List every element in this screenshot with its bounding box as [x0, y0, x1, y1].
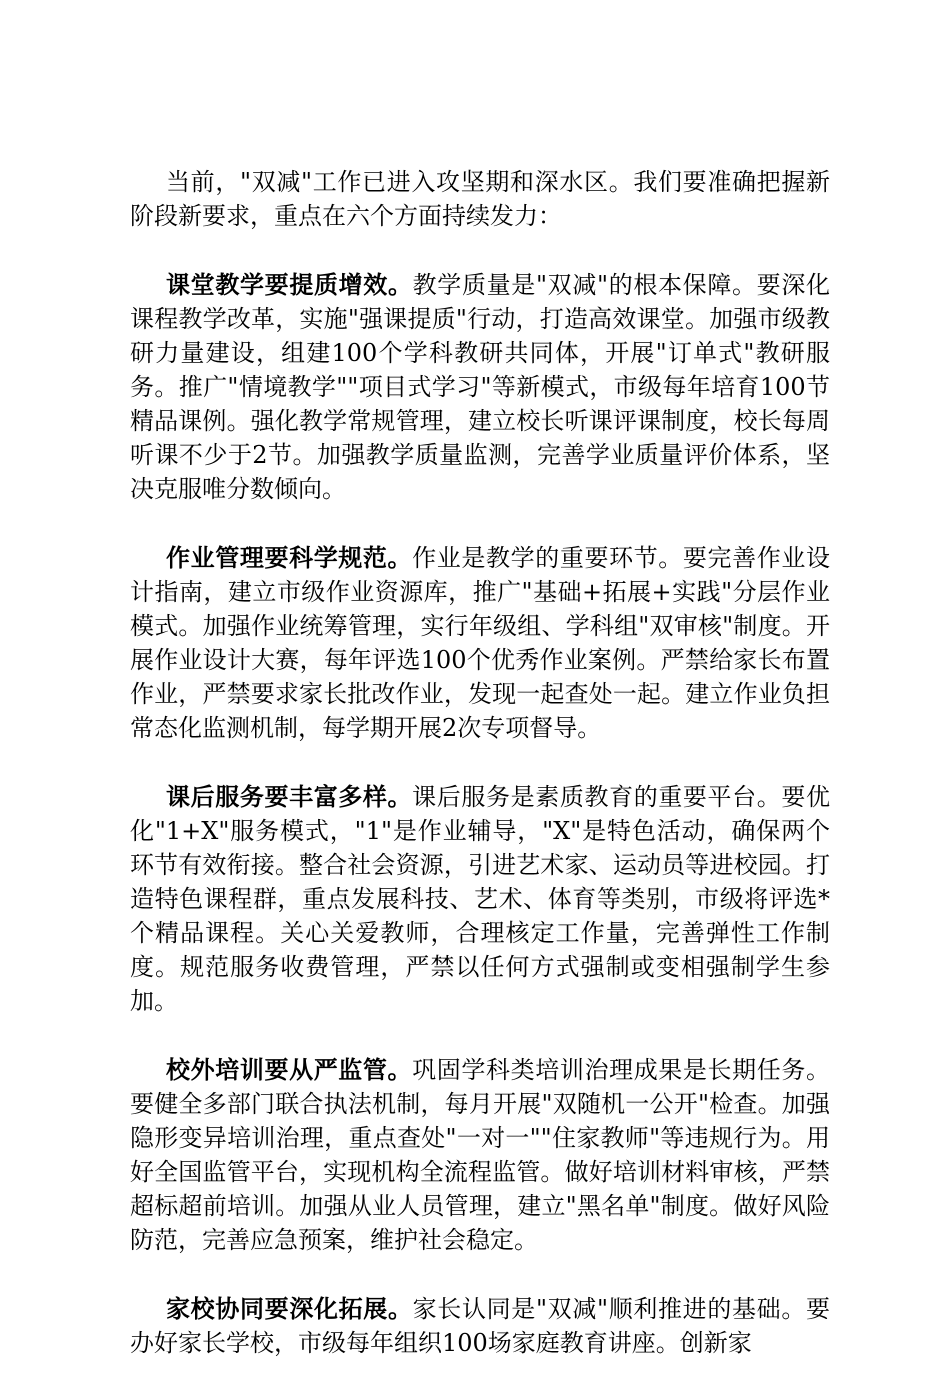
paragraph-text: 教学质量是"双减"的根本保障。要深化课程教学改革，实施"强课提质"行动，打造高效课堂。加强市级教研力量建设，组建100个学科教研共同体，开展"订单式"教研服务。推广"情境教学""项目式学习"等新模式，市级每年培育100节精品课例。强化教学常规管理，建立校长听课评课制度，校长每周听课不少于2节。加强教学质量监测，完善学业质量评价体系，坚决克服唯分数倾向。 — [130, 271, 831, 503]
paragraph-text: 家长认同是"双减"顺利推进的基础。要办好家长学校，市级每年组织100场家庭教育讲座。创新家 — [130, 1295, 831, 1357]
paragraph-text: 课后服务是素质教育的重要平台。要优化"1+X"服务模式，"1"是作业辅导，"X"是特色活动，确保两个环节有效衔接。整合社会资源，引进艺术家、运动员等进校园。打造特色课程群，重点发展科技、艺术、体育等类别，市级将评选*个精品课程。关心关爱教师，合理核定工作量，完善弹性工作制度。规范服务收费管理，严禁以任何方式强制或变相强制学生参加。 — [130, 783, 831, 1015]
paragraph-lead: 作业管理要科学规范。 — [166, 543, 413, 572]
paragraph-home-school-collaboration — [130, 1292, 830, 1360]
paragraph-homework-management — [130, 541, 830, 745]
paragraph-lead: 课后服务要丰富多样。 — [166, 782, 413, 811]
paragraph-text: 巩固学科类培训治理成果是长期任务。要健全多部门联合执法机制，每月开展"双随机一公开"检查。加强隐形变异培训治理，重点查处"一对一""住家教师"等违规行为。用好全国监管平台，实现机构全流程监管。做好培训材料审核，严禁超标超前培训。加强从业人员管理，建立"黑名单"制度。做好风险防范，完善应急预案，维护社会稳定。 — [130, 1056, 831, 1254]
paragraph-text: 当前，"双减"工作已进入攻坚期和深水区。我们要准确把握新阶段新要求，重点在六个方面持续发力： — [130, 168, 830, 230]
document-body — [130, 165, 830, 1395]
paragraph-after-school-service — [130, 780, 830, 1018]
paragraph-lead: 家校协同要深化拓展。 — [166, 1294, 413, 1323]
paragraph-intro — [130, 165, 830, 233]
paragraph-lead: 课堂教学要提质增效。 — [166, 270, 413, 299]
paragraph-lead: 校外培训要从严监管。 — [166, 1055, 413, 1084]
paragraph-text: 作业是教学的重要环节。要完善作业设计指南，建立市级作业资源库，推广"基础+拓展+实践"分层作业模式。加强作业统筹管理，实行年级组、学科组"双审核"制度。开展作业设计大赛，每年评选100个优秀作业案例。严禁给家长布置作业，严禁要求家长批改作业，发现一起查处一起。建立作业负担常态化监测机制，每学期开展2次专项督导。 — [130, 544, 831, 742]
paragraph-classroom-teaching — [130, 268, 830, 506]
paragraph-off-campus-training — [130, 1053, 830, 1257]
